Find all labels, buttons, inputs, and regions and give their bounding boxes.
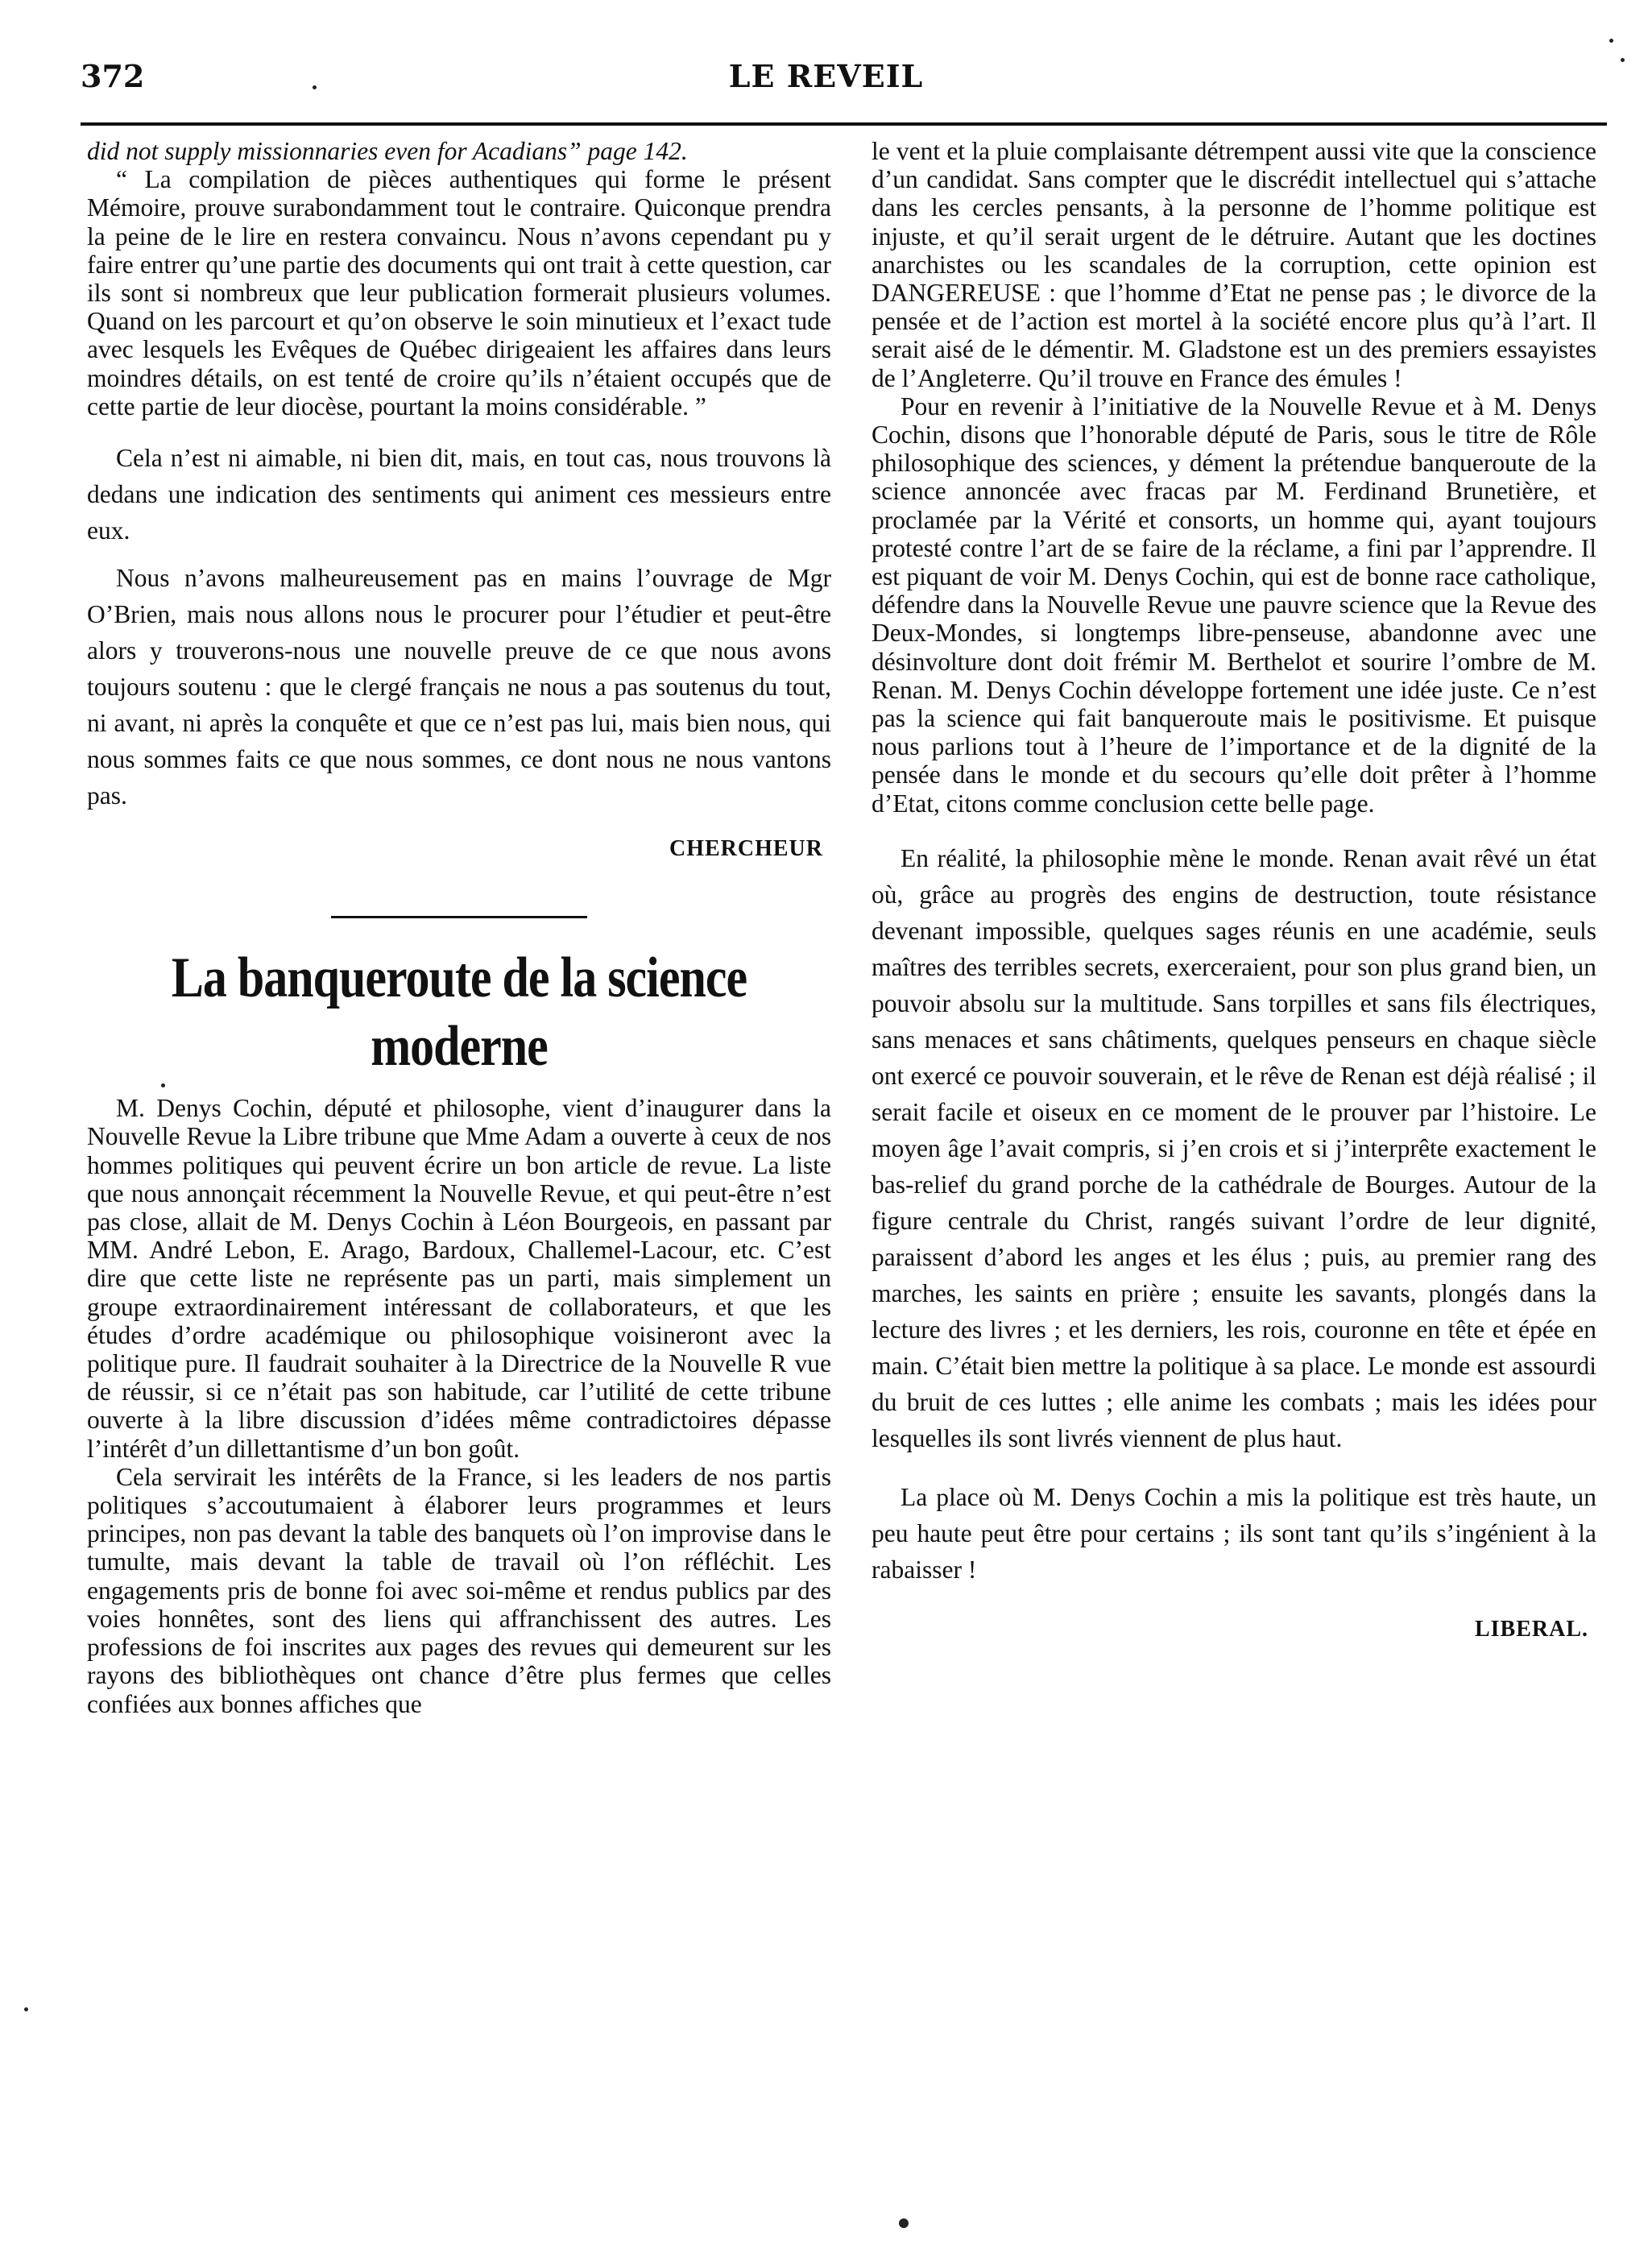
page-number: 372 [81, 58, 145, 94]
article-title: La banqueroute de la science moderne [171, 946, 747, 1078]
print-speck [313, 85, 317, 89]
print-speck [161, 1083, 165, 1087]
commentary-paragraph-1: Cela n’est ni aimable, ni bien dit, mais, en tout cas, nous trouvons là dedans une indication des sentiments qui animent ces messieurs entre eux. [87, 444, 831, 545]
header-rule [81, 122, 1607, 126]
article-paragraph-2: Cela servirait les intérêts de la France, si les leaders de nos partis politiques s’accoutumaient à élaborer leurs programmes et leurs principes, non pas devant la table des banquets où l’on improvise dans le tumulte, mais devant la table de travail où l’on réfléchit. Les engagements pris de bonne foi avec soi-même et rendus publics par des voies honnêtes, sont des liens qui affranchissent des autres. Les professions de foi inscrites aux pages des revues qui demeurent sur les rayons des bibliothèques ont chance d’être plus fermes que celles confiées aux bonnes affiches que [87, 1462, 831, 1718]
publication-title: LE REVEIL [728, 58, 924, 94]
article-paragraph-continuation: le vent et la pluie complaisante détrempent aussi vite que la conscience d’un candidat. Sans compter que le discrédit intellectuel qui s’attache dans les cercles pensants, à la personne de l’homme politique est injuste, et qu’il serait urgent de le détruire. Autant que les doctines anarchistes ou les scandales de la corruption, cette opinion est DANGEREUSE : que l’homme d’Etat ne pense pas ; le divorce de la pensée et de l’action est mortel à la société encore plus qu’à l’art. Il serait aisé de le démentir. M. Gladstone est un des premiers essayistes de l’Angleterre. Qu’il trouve en France des émules ! [872, 137, 1596, 392]
running-header [81, 58, 1571, 106]
right-column [872, 137, 1596, 1643]
left-column [87, 137, 831, 1718]
signature-liberal: LIBERAL. [1474, 1616, 1588, 1642]
print-speck [24, 2007, 28, 2011]
commentary-paragraph-2: Nous n’avons malheureusement pas en mains l’ouvrage de Mgr O’Brien, mais nous allons nous le procurer pour l’étudier et peut-être alors y trouverons-nous une nouvelle preuve de ce que nous avons toujours soutenu : que le clergé français ne nous a pas soutenus du tout, ni avant, ni après la conquête et que ce n’est pas lui, mais bien nous, qui nous sommes faits ce que nous sommes, ce dont nous ne nous vantons pas. [87, 564, 831, 810]
quoted-excerpt: En réalité, la philosophie mène le monde. Renan avait rêvé un état où, grâce au progrès des engins de destruction, toute résistance devenant impossible, quelques sages réunis en une académie, seuls maîtres des terribles secrets, exerceraient, pour son plus grand bien, un pouvoir absolu sur la multitude. Sans torpilles et sans fils électriques, sans menaces et sans châtiments, quelques penseurs en chaque siècle ont exercé ce pouvoir souverain, et le rêve de Renan est déjà réalisé ; il serait facile et oiseux en ce moment de le prouver par l’histoire. Le moyen âge l’avait compris, si j’en crois et si j’interprête exactement le bas-relief du grand porche de la cathédrale de Bourges. Autour de la figure centrale du Christ, rangés suivant l’ordre de leur dignité, paraissent d’abord les anges et les élus ; puis, au premier rang des marches, les saints en prière ; ensuite les savants, plongés dans la lecture des livres ; et les derniers, les rois, couronne en tête et épée en main. C’était bien mettre la politique à sa place. Le monde est assourdi du bruit de ces luttes ; elle anime les combats ; mais les idées pour lesquelles ils sont livrés viennent de plus haut. [872, 843, 1596, 1452]
quote-paragraph: “ La compilation de pièces authentiques qui forme le présent Mémoire, prouve surabondamment tout le contraire. Quiconque prendra la peine de le lire en restera convaincu. Nous n’avons cependant pu y faire entrer qu’une partie des documents qui ont trait à cette question, car ils sont si nombreux que leur publication formerait plusieurs volumes. Quand on les parcourt et qu’on observe le soin minutieux et l’exact tude avec lesquels les Evêques de Québec dirigeaient les affaires dans leurs moindres détails, on est tenté de croire qu’ils n’étaient occupés que de cette partie de leur diocèse, pourtant la moins considérable. ” [87, 165, 831, 420]
article-divider [331, 916, 587, 918]
article-paragraph-3: Pour en revenir à l’initiative de la Nouvelle Revue et à M. Denys Cochin, disons que l’honorable député de Paris, sous le titre de Rôle philosophique des sciences, y dément la prétendue banqueroute de la science annoncée avec fracas par M. Ferdinand Brunetière, et proclamée par la Vérité et consorts, un homme qui, ayant toujours protesté contre l’art de se faire de la réclame, a fini par l’apprendre. Il est piquant de voir M. Denys Cochin, qui est de bonne race catholique, défendre dans la Nouvelle Revue une pauvre science que la Revue des Deux-Mondes, si longtemps libre-penseuse, abandonne avec une désinvolture dont doit frémir M. Berthelot et sourire l’ombre de M. Renan. M. Denys Cochin développe fortement une idée juste. Ce n’est pas la science qui fait banqueroute mais le positivisme. Et puisque nous parlions tout à l’heure de l’importance et de la dignité de la pensée dans le monde et du secours qu’elle doit prêter à l’homme d’Etat, citons comme conclusion cette belle page. [872, 391, 1596, 818]
closing-paragraph: La place où M. Denys Cochin a mis la politique est très haute, un peu haute peut être pour certains ; ils sont tant qu’ils s’ingénient à la rabaisser ! [872, 1482, 1596, 1584]
print-speck [1621, 58, 1625, 62]
signature-chercheur: CHERCHEUR [669, 836, 823, 862]
article-paragraph-1: M. Denys Cochin, député et philosophe, vient d’inaugurer dans la Nouvelle Revue la Libre tribune que Mme Adam a ouverte à ceux de nos hommes politiques qui peuvent écrire un bon article de revue. La liste que nous annonçait récemment la Nouvelle Revue, et qui peut-être n’est pas close, allait de M. Denys Cochin à Léon Bourgeois, en passant par MM. André Lebon, E. Arago, Bardoux, Challemel-Lacour, etc. C’est dire que cette liste ne représente pas un parti, mais simplement un groupe extraordinairement intéressant de collaborateurs, et que les études d’ordre académique ou philosophique voisineront avec la politique pure. Il faudrait souhaiter à la Directrice de la Nouvelle R vue de réussir, si ce n’était pas son habitude, car l’utilité de cette tribune ouverte à la libre discussion d’idées même contradictoires dépasse l’intérêt d’un dillettantisme d’un bon goût. [87, 1094, 831, 1463]
print-speck [899, 2218, 909, 2228]
print-speck [1609, 39, 1613, 43]
quote-continuation: did not supply missionnaries even for Acadians” page 142. [87, 137, 688, 165]
